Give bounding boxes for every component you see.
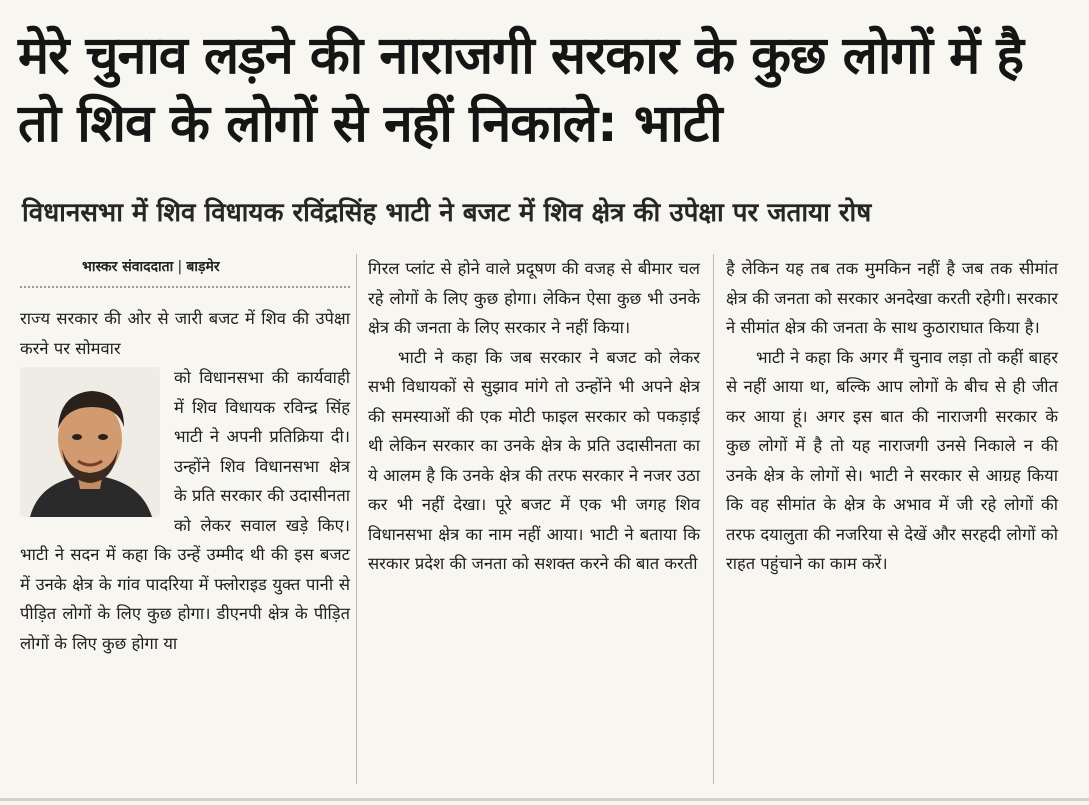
byline-location: बाड़मेर xyxy=(186,259,220,275)
legislator-photo xyxy=(20,367,160,517)
col3-paragraph-1: है लेकिन यह तब तक मुमकिन नहीं है जब तक सीमांत क्षेत्र की जनता को सरकार अनदेखा करती रहेगी। सरकार ने सीमांत क्षेत्र की जनता के साथ कुठाराघात किया है। xyxy=(726,259,1058,337)
subheadline: विधानसभा में शिव विधायक रविंद्रसिंह भाटी ने बजट में शिव क्षेत्र की उपेक्षा पर जताया रोष xyxy=(22,198,872,228)
headline: मेरे चुनाव लड़ने की नाराजगी सरकार के कुछ लोगों में है तो शिव के लोगों से नहीं निकाले: भाटी xyxy=(18,26,1023,154)
article-column-1 xyxy=(20,254,350,794)
article-column-2 xyxy=(368,254,700,794)
col1-lead: राज्य सरकार की ओर से जारी बजट में शिव की उपेक्षा करने पर सोमवार xyxy=(20,309,350,358)
col3-paragraph-2: भाटी ने कहा कि अगर मैं चुनाव लड़ा तो कहीं बाहर से नहीं आया था, बल्कि आप लोगों के बीच से ही जीत कर आया हूं। अगर इस बात की नाराजगी सरकार के कुछ लोगों में है तो यह नाराजगी उनसे निकाले न की उनके क्षेत्र के लोगों से। भाटी ने सरकार से आग्रह किया कि वह सीमांत के क्षेत्र के अभाव में जी रहे लोगों की तरफ दयालुता की नजरिया से देखें और सरहदी लोगों को राहत पहुंचाने का काम करें। xyxy=(726,347,1058,573)
article-column-3 xyxy=(726,254,1058,794)
column-divider xyxy=(713,254,714,784)
col2-paragraph-1: गिरल प्लांट से होने वाले प्रदूषण की वजह से बीमार चल रहे लोगों के लिए कुछ होगा। लेकिन ऐसा कुछ भी उनके क्षेत्र की जनता के लिए सरकार ने नहीं किया। xyxy=(368,259,700,337)
byline xyxy=(82,254,350,280)
byline-separator: | xyxy=(177,259,183,275)
byline-reporter: भास्कर संवाददाता xyxy=(82,259,174,275)
col1-body: को विधानसभा की कार्यवाही में शिव विधायक रविन्द्र सिंह भाटी ने अपनी प्रतिक्रिया दी। उन्होंने शिव विधानसभा क्षेत्र के प्रति सरकार की उदासीनता को लेकर सवाल खड़े किए। भाटी ने सदन में कहा कि उन्हें उम्मीद थी की इस बजट में उनके क्षेत्र के गांव पादरिया में फ्लोराइड युक्त पानी से पीड़ित लोगों के लिए कुछ होगा। डीएनपी क्षेत्र के पीड़ित लोगों के लिए कुछ होगा या xyxy=(20,368,350,653)
bottom-rule xyxy=(0,798,1089,801)
column-divider xyxy=(356,254,357,784)
byline-rule xyxy=(20,286,350,288)
col2-paragraph-2: भाटी ने कहा कि जब सरकार ने बजट को लेकर सभी विधायकों से सुझाव मांगे तो उन्होंने भी अपने क्षेत्र की समस्याओं की एक मोटी फाइल सरकार को पकड़ाई थी लेकिन सरकार का उनके क्षेत्र के प्रति उदासीनता का ये आलम है कि उनके क्षेत्र की तरफ सरकार ने नजर उठा कर भी नहीं देखा। पूरे बजट में एक भी जगह शिव विधानसभा क्षेत्र का नाम नहीं आया। भाटी ने बताया कि सरकार प्रदेश की जनता को सशक्त करने की बात करती xyxy=(368,347,700,573)
